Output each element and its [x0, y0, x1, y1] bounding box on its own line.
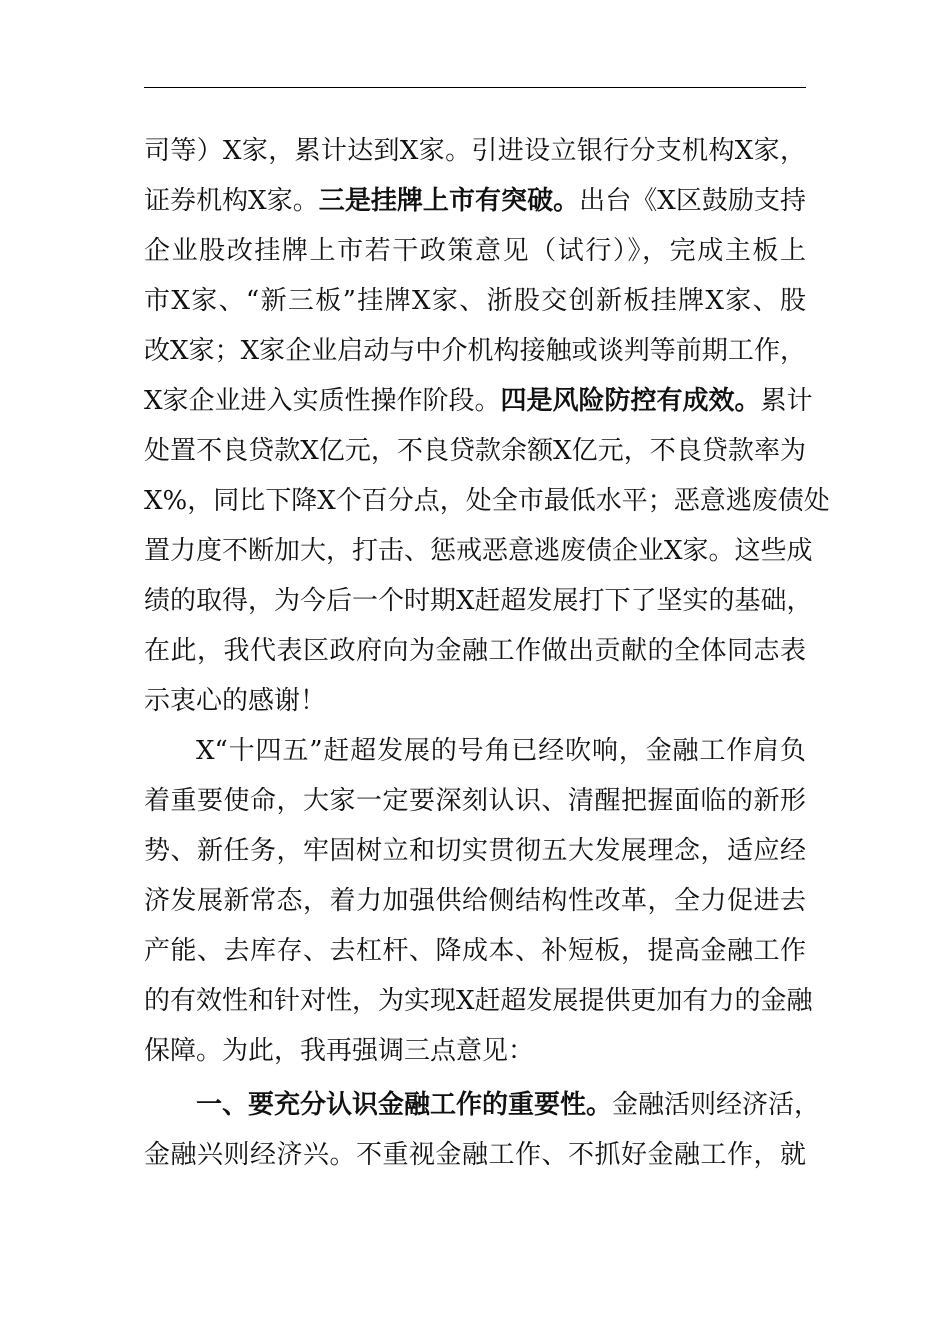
text-line: X“十四五”赶超发展的号角已经吹响，金融工作肩负 [196, 736, 806, 766]
text-line: 置力度不断加大，打击、惩戒恶意逃废债企业X家。这些成 [144, 536, 813, 566]
bold-phrase: 三是挂牌上市有突破。 [318, 186, 580, 216]
header-rule [144, 87, 806, 88]
text-line: 企业股改挂牌上市若干政策意见（试行）》，完成主板上 [144, 236, 806, 266]
text-line: 市X家、“新三板”挂牌X家、浙股交创新板挂牌X家、股 [144, 286, 806, 316]
text-line: 的有效性和针对性，为实现X赶超发展提供更加有力的金融 [144, 986, 813, 1016]
document-body [144, 126, 830, 1180]
text-line: 示衷心的感谢！ [144, 686, 327, 716]
section-heading-line: 一、要充分认识金融工作的重要性。金融活则经济活， [196, 1090, 821, 1120]
text-line: 济发展新常态，着力加强供给侧结构性改革，全力促进去 [144, 886, 806, 916]
text-line: 产能、去库存、去杠杆、降成本、补短板，提高金融工作 [144, 936, 806, 966]
text-line: 改X家；X家企业启动与中介机构接触或谈判等前期工作， [144, 336, 806, 366]
text-line: 证券机构X家。三是挂牌上市有突破。出台《X区鼓励支持 [144, 186, 806, 216]
bold-phrase: 四是风险防控有成效。 [500, 386, 761, 416]
text-line: 处置不良贷款X亿元，不良贷款余额X亿元，不良贷款率为 [144, 436, 806, 466]
section-heading: 一、要充分认识金融工作的重要性。 [196, 1090, 613, 1120]
text-line: 保障。为此，我再强调三点意见： [144, 1036, 535, 1066]
text-line: 金融兴则经济兴。不重视金融工作、不抓好金融工作，就 [144, 1140, 806, 1170]
text-line: 司等）X家，累计达到X家。引进设立银行分支机构X家， [144, 136, 806, 166]
text-line: 着重要使命，大家一定要深刻认识、清醒把握面临的新形 [144, 786, 806, 816]
text-line: X%，同比下降X个百分点，处全市最低水平；恶意逃废债处 [144, 486, 830, 516]
text-line: X家企业进入实质性操作阶段。四是风险防控有成效。累计 [144, 386, 813, 416]
text-line: 势、新任务，牢固树立和切实贯彻五大发展理念，适应经 [144, 836, 806, 866]
text-line: 在此，我代表区政府向为金融工作做出贡献的全体同志表 [144, 636, 806, 666]
text-line: 绩的取得，为今后一个时期X赶超发展打下了坚实的基础， [144, 586, 813, 616]
